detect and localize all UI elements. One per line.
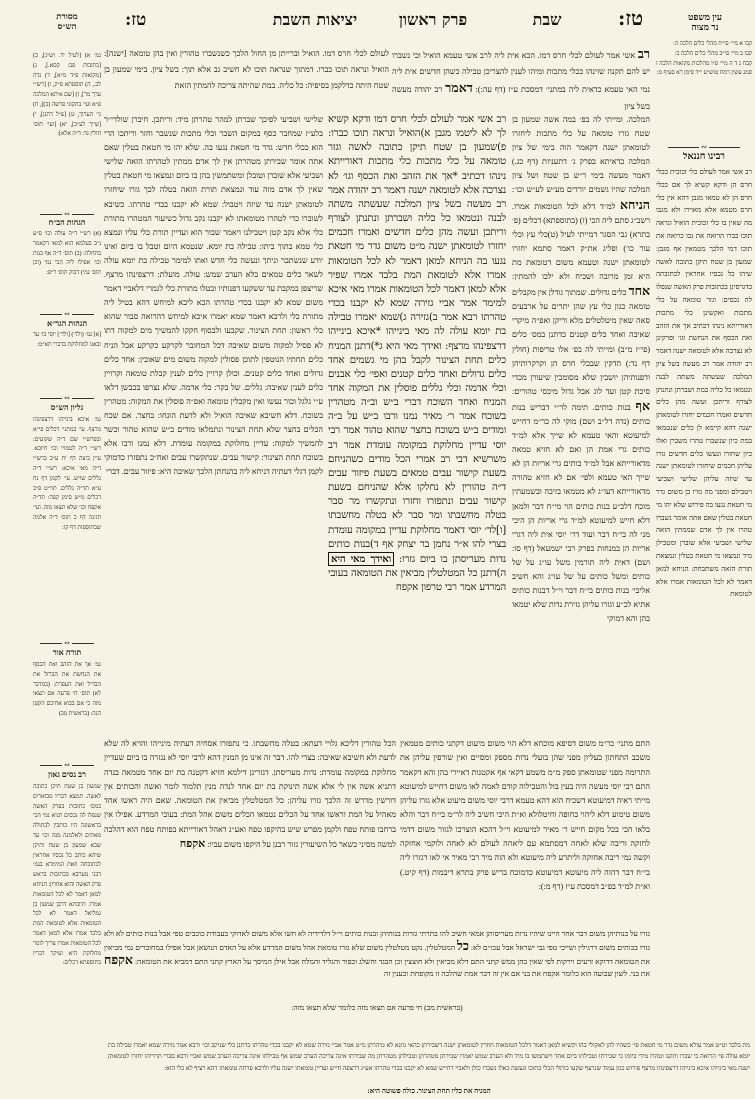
rav-nissim-gaon-title: רב נסים גאון <box>48 770 86 779</box>
ornament-divider: ∾ <box>668 144 740 151</box>
tosafot-bottom-band: התם מתני׳ כר״מ משום דסיפא מוכחא דלא הוי משום מיעוט דקתני כותים מטמאין משכב התחתון כעליון מפני שהן בועלי נדות מספק ומסיים ואין שורפין עליהן את התרומה מפני שטומאתן ספק מ״מ משמע דקאי אף אקטנות דאיירי בהן והא דקאמר התם רבי יוסי מעשה היה בעין בול והטבילוה קודם לאמה לאו משום דחייש למיעוטא מייתי ראיה דמיעוטא דשכיח הוא דהא טעמא דרבי יוסי משום מיעוט אלא גזרו עליהן משום טימוע דלא ליהוי כחופה וחיטלולא וא״ת היכי חשיב ליה לר״מ בי״ח דבר והלא בלאו הכי בכל מקום חייש ר׳ מאיר למיעוטא וי״ל דהכא הוצרכו לגזור משום דדמי לחזקה וריבה שלא לאחה דמסתמא עם ליאחה לעולם לא לאחה ולוקמי אחזקה וקשה נמי ריבה אחזקה וליתרע ליה מיעוטא ולא הוה מיד רבי מאיר אי לאו דגזרו ליה בי״ח דבר דהוה ליה מיעוטא דמיעוטא כדמוכח בריש פרק בתרא דיבמות (דף קיט.) וא״ת למ״ד בפ״ב דמסכת ע״ז (דף מ:): <box>400 739 650 891</box>
rashi-column: שלישי ושביעי לפיכך שברתן למהר טהרתן מיד: וריתכן. חיברן שולדי״ר בלע״ז שמחבר כסף במקום השבר וכלי מתכות שנשבר וחזר וריתכו הרי הוא ככלי חדש: גדר מי חטאת נגעו בה. שלא יהו מי חטאת בטלין שאם אתה אומר שבירתן מטהרתן אין לך אדם ממתין לטהרתו הזאה שלישי ושביעי אלא שוברן וטובלן ומשתמשין בהן בו ביום ונמצאו מי חטאת בטלין שאין לך אדם מזה עוד ונמצאת תורת הזאה בטלה לכך גזרו שיחזרו לטומאתן ישנה עד שיזה ויטבול: שמא לא יקבנו בכדי טהרתו. כשיבא לשוברו כדי לטהרו מטומאתו לא יקבנו נקב גדול כשיעור המטהרו מתורת כלי אלא נקב קטן ויטבילנו ויאמר שבור הוא ועדיין תורת כלי עליו ונמצא כלי טמא בתוך ביתו: טבילה בת יומא. שנטמא היום וטבל בו ביום ואינו יודע שנשתבר וניתך ונעשה כלי חדש ואתו למימר טבילה בת יומא עולה לשאר כלים טמאים בלא הערב שמש: עולה. מועלת: דרצפינהו מרצף. שריצפן במקבת עד ששקעו דפנותיו ובטלו מתורת כלי לגמרי דלאביי דאמר משום שמא לא יקבנו בכדי טהרתו הכא ליכא למיחש דהא בטיל ליה מתורת כלי ולרבא דאמר שמא יאמרו איכא למיחש דהרואה סבור שהוא כלי ראשון: תחת הצינור. שקבעו ולבסוף חקקו להמשיך מים למקוה דתו לא פסיל למקוה משום שאיבה דכל המחובר לקרקע כקרקע אבל הניח כלים תחתיו הנוטפין לתוכן פסולין למקוה משום מים שאובין: אחד כלים גדולים ואחד כלים קטנים. וכולן קרויין כלים לענין קבלת טומאה וקרויין כלים לענין שאיבה: גללים. של בקר: כלי אדמה. שלא נצרפו בכבשן דלאו ע״י גלגל וכור נעשו ואין מקבלין טומאה ואפ״ה פוסלין את המקוה: מטהרין בשוכח. דלא חשיבא שאיבה הואיל ולא לדעת הונחו: בחצר. אם שכח הכלים בחצר שלא תחת הצינור ונתמלאו מודים ב״ש שהוא טהור וכשר להמשיך למקוה: עדיין מחלוקת במקומה עומדת. דלא נמנו ורבו אלא בשוכח תחת הצינור: קישור עבים. שנתקשרו עבים ואח״כ נתפזרו כדמוקי לקמן דגלי דעתיה דניחא ליה בהנחתן הלכך שאיבה היא: פיזור עבים. דברי <box>104 115 323 477</box>
ein-mishpat-title <box>662 12 748 32</box>
hagahot-bach-title: הגהות הב״ח <box>48 218 86 227</box>
tosafot-full-width: גזרו על בנותיהן משום דבר אחר היינו שיהיו נדות מעריסותן אמאי חשיב להו בתרתי גזרות בנותיהן ובנות כותים וי״ל דלדידיה לא חשו אלא משום לאדוקי בעבודת כוכבים טפי אבל בנות כותים לא ולא גזרו בכותים משום דרגילין ושייכי טפי גבי ישראל אבל עכו״ם לא: כל המטלטלין. נקט מטלטלין משום שלא גזרו טומאת אהל משום המרדע אלא על האדם הנושאן אבל אפילו במחוברים נמי מביאין את הטומאה דדוקא זרעים וירקות לפי שאין בהן ממש קתני התם דלא מביאין ולא חוצצין וכן הבגד והשלג וכפור והגליד והמלח אבל אילן המיסך על הארץ קתני התם דמביא את הטומאה: אקפח את בני. לשון שבועה הוא כלומר אקפח את בני אם אין זה דבר אמת שהלכה זו מקופחת וכענין זה <box>104 929 650 978</box>
perek-number: פרק ראשון <box>398 10 468 29</box>
ein-mishpat-entry: קבח ג ד ה מיי׳ פ״ו מהלכות מקואות הלכה ו סמג עשין רמח טוש״ע י״ד סימן רא סעיף מ: <box>656 60 752 77</box>
daf-number-left: טז: <box>125 10 147 30</box>
ornament-divider: ∾ <box>40 211 94 218</box>
rashi-top-band: לעולם לכלי חרס דמו. הואיל וברייתן מן החול הלכך כשנשברו טהורין ואין בהן טומאה [ישנה]: הואיל ונראה תוכו כברו. דמתוך שנראה תוכו לא חשיב גב אלא תוך: בשל ציון. בימי שמעון בן שטח היתה כדלקמן בסיפיה: כל כליה. במת שהיתה צריכה להמתין הזאת <box>104 49 389 91</box>
tosafot-column: המלכה. ומייתי לה בפ׳ במה אשה שמעון בן שטח גזרו טומאה על כלי מתכות ליחזרו לטומאתן ישנה דקאמר הוה בימי של ציון המלכה כדאיתא בפרק ג׳ דתעניות (דף כג.) דאמר מעשה בימי ר״ש בן שטח ושל ציון המלכה שהיו גשמים יורדים מע״ש לע״ש וכו׳: הניחא למ״ד דלא לכל הטומאות אמרו. רשב״ג סתם ליה הכי (ז) (בתוספתא) דכלים (פ׳ בתרא) גבי הסגר דמייתי לעיל (ט)כלי עץ וכלי עור כו׳) ופליג את״ק דאמר סתמא יחזרו לטומאתן ישנה וטעמא משום דטומאת מת היא זמן מרובה ושכיח ולא ילכו להמתין: אחד כלים גדולים. שמתוך גודלן אין מקבלים טומאה כגון כלי עץ שהן יתרים על ארבעים סאה שאין מיטלטלים מלא וריקן ואפ״ה מיקרי שאיבה ואחד כלים קטנים כדתנן במס׳ כלים (פי״ז מ״ב) ומייתי לה בפ׳ אלו טריפות (חולין דף נד:) הדקין שבכלי חרס הן וקרקרותיהן ודפנותיהן יושבין שלא מסומכין שיעורן מכדי סיכת קטן ועד לוג אבל גדול מיכסי טהורים: אף בנות כותים. תימה לר״י דבריש בנות כותים (נדה דל״ב ושם) מוקי לה כר״מ דחייש למיעוטא והאי טעמא לא שייך אלא למ״ד כותים גרי אמת הן ואם לא חזיא טמאה מדאורייתא אבל למ״ד כותים גרי אריות הן לא שייך האי טעמא ולפי׳ אם לא חזיא טהורה מדאורייתא דעו״ג לא מטמאו בזיבה ובשמעתין מוכח דלכ״ע בנות כותים הוי מי״ח דבר ולמאן דלא חייש למיעוטא למ״ד גרי אריות הן היכי מני לה בי״ח דבר ועוד דר׳ יוסי אית ליה דגרי אריות הן במנחות בפרק רבי ישמעאל (דף סו: ושם) דאית ליה תורמין משל עו״ג על של כותים ומשל כותים על של עו״ג והא חשיב אליבי׳ בנות כותים בי״ח דבר וי״ל דבנות כותים אתיא לכ״ע וגזרו עליהן גזירת נדות שלא יטמאו בהן והא דמוקי <box>512 115 650 624</box>
ein-mishpat-title-line2: נר מצוה <box>691 22 719 32</box>
tosafot-final-line: (בראשית מב) חי פרעה אם תצאו מזה כלומר שלא תצאו מזה: <box>291 1003 463 1012</box>
hagahot-gra-title: הגהות הגר״א <box>46 319 88 328</box>
gemara-column: רב אשי אמר לעולם לכלי חרס דמו ודקא קשיא לך לא ליטמו מגבן א)הואיל ונראה תוכו כברו: פ)שמעון בן שטח תיקן כתובה לאשה וגזר טומאה על כלי מתכות כלי מתכות דאורייתא נינהו דכתיב *אך את הזהב ואת הכסף וגו׳ לא נצרכה אלא לטומאה ישנה דאמר רב יהודה אמר רב מעשה בשל ציון המלכה שעשתה משתה לבנה ונטמאו כל כליה ושברתן ונתנתן לצורף וריתכן ועשה מהן כלים חדשים ואמרו חכמים יחזרו לטומאתן ישנה מ״ט משום גדר מי חטאת נגעו בה הניחא למאן דאמר לא לכל הטומאות אמרו אלא לטומאת המת בלבד אמרו שפיר אלא למאן דאמר לכל הטומאות אמרו מאי איכא למימר אמר אביי גזירה שמא לא יקבנו בכדי טהרתו רבא אמר ב)גזירה ג)שמא יאמרו טבילה בת יומא עולה לה מאי בינייהו *איכא בינייהו דרצפינהו מרצף: ואידך מאי היא ג*)דתנן המניח כלים תחת הצינור לקבל בהן מי גשמים אחד כלים גדולים ואחד כלים קטנים ואפי׳ כלי אבנים וכלי אדמה וכלי גללים פוסלין את המקוה אחד המניח ואחד השוכח דברי ב״ש וב״ה מטהרין בשוכח אמר ר׳ מאיר נמנו ורבו ב״ש על ב״ה ומודים ב״ש בשוכח בחצר שהוא טהור אמר רבי יוסי עדיין מחלוקת במקומה עומדת אמר רב משרשיא דבי רב אמרי הכל מודים כשהניחם בשעת קישור עבים טמאים בשעת פיזור עבים ד״ה טהורין לא נחלקו אלא שהניחם בשעת קישור עבים ונתפזרו וחזרו ונתקשרו מר סבר בטלה מחשבתו ומר סבר לא בטלה מחשבתו [ו]לד׳ יוסי דאמר מחלוקת עדיין במקומה עומדת בצרי להו א״ר נחמן בר יצחק אף ד)בנות כותים נדות מעריסתן בו ביום גזרו: ואידך מאי היא ה)דתנן כל המטלטלין מביאין את הטומאה בעובי המרדע אמר רבי טרפון אקפח <box>328 114 506 594</box>
tosafot-top-band: רב אשי אמר לעולם לכלי חרס דמו. הכא אית ליה לרב אשי טעמא הואיל וכי נשברו יש להם תקנה שוינהו ככלי מתכות ומיהו לענין להצריכן טבילה כשהן חדשים אית ליה נמי האי טעמא כדאית ליה במתני׳ דמסכת ע״ז (דף עה:): דאמר רב יהודה מעשה בשל ציון <box>392 46 650 111</box>
gilyon-hashas-text: גמ׳ איכא בינייהו דרצפינהו מרצף. עי׳ במתני׳ דכלים פי״א ובפרש״י שם ד״ה שקועים: רש״י ד״ה לטמויי וכו׳ חיובא. עיין ביצה דף יח ע״ב ברש״י ד״ה מאי איכא: רש״י ד״ה גללים שויש. עי׳ לקמן דף נח ע״א תד״ה גללים. תוי״ט פ״ב דכלים מ״ש סימן קפה: תד״ה אקפח וכו׳ שלא תצאו מזה. ועי׳ חגיגה דף כ תוס׳ ד״ה אלמה שבתוספות דף קו: <box>33 417 101 531</box>
ornament-divider: ∾ <box>40 395 94 402</box>
rabbeinu-chananel-title: רבינו חננאל <box>683 152 725 162</box>
ein-mishpat-entry: קבז ב מיי׳ פי״ב מהל׳ כלים הלכה ב: <box>674 50 752 57</box>
ein-mishpat-entries <box>656 40 752 140</box>
masoret-text: גמ׳ א) [לעיל יד. וש״נ], ב) [כתובות פב: קסא.], ג) [מקואות פ״ד מ״א], ד) נדה לב., ה) תוספתא פ״ק, ו) [רש״י ערך מר], ז) [שם איתא המלכה פ״א ועי׳ בתקוני פרשה (ב)], ח) גי׳ הערוך, ט) [צ״ל דתנן], י) [שייך לע״ב], יא) [ועי׳ תוס׳ חולין נד: ד״ה אלא]: <box>33 53 101 138</box>
daf-number-right: טז: <box>618 6 644 30</box>
ornament-divider: ∾ <box>40 640 94 647</box>
torah-or-text: גמ׳ אך את הזהב ואת הכסף את הנחשת את הברזל את הבדיל ואת העפרת: (במדבר לא) תוס׳ חי פרעה אם תצאו מזה כי אם בבוא אחיכם הקטן הנה: (בראשית מב) <box>33 662 101 717</box>
rav-nissim-gaon-text: שמעון בן שטח תיקן כתובה לאשה. תמצא דבריו מבוארים במס׳ כתובות בפרק האשה שנפלו לה נכסים תניא נמי הכי בראשונה היו כותבין לבתולה מאתים ולאלמנה מנה וכו׳ עד שבא שמעון בן שטח ותיקן שיהא כותב כל נכסיו אחראין לכתובתה וזאת המימרא בגמ׳ דבני מערבא בכתובות בראש פרק האשה והוא אחרון: הניחא למאן דאמר לא לכל הטומאות אמרו. תיובתא דרבן שמעון בן גמליאל דאמר לא לכל הטומאות אלא לטומאת המת בלבד אמרו אלא למאן דאמר לכל הטומאות אמרו צריך לומר מחלוקת היא ועיקר דבריו בתוספתא דכלים: <box>33 784 101 967</box>
masechet-name: שבת <box>532 10 562 29</box>
ornament-divider: ∾ <box>40 762 94 769</box>
masoret-title <box>33 12 101 31</box>
ein-mishpat-entry: קבו א מיי׳ פי״ח מהל׳ כלים הלכה ה: <box>673 41 752 47</box>
rabbeinu-chananel-strip: מת בלבד וט״ט אמר עולא משום גדר מי חטאת פי׳ כשהיו להן לאקולי בהו וקשיא למאן דאמר דלכל הטומאות חוזרין לטומאתן ישנה דשבירתן כהאי גוונא לא טיהרתן מ״ט אמר אביי גזירה שמא לא יקבנו בכדי טהרתו כדתנן כלי שניקב וכו׳ ורבא אמר גזירה שמא יאמרו טבילה בת יומא עולה פי׳ הרואה כי שברו ותקנו וטהרו מידי ביומו כי שבירתו וטבילתו ביום אחד וישתמשו בו מיד ולא הערב שמש יאמרו שבירתן מטהרתן וטבילתן מטהרתן מה שבירתו אינה צריכה הערב שמש אף טבילתו אינה צריכה הערב שמש ואביי ורבא סברי תרוייהו יחזרו לטומאתן ישנה מאי בינייהו איכא בינייהו דרצפינהו מרצף פירוש כגון עמוד שנרצף שקעו כותלי הכלי בתוכו ונעשה כאלו נשברו כולן ולאביי דחייש שמא לא יקבנו בכדי טהרתו אע״ג דרצפה חייש ועדיין טומאתו ישנה עליו ולרבא פרחה טומאתו דהא רציף לא כלי הוא: <box>108 1042 750 1072</box>
rabbeinu-chananel-column: רב אשי אמר לעולם כלי זכוכית ככלי חרס הן ודקא קשיא לך אם ככלי חרס הן לא טמאו מגבן דהא אין כלי חרס מטמא אלא מאוירו ולא מגבו מה שאין בו כלי זכוכית הואיל ונראה תוכו כברו הרואה את גבו כרואה את תוכו דמי הלכך מטמאין אף מגבן: שמעון בן שטח תיקן כתובה לאשה שיהו כל נכסיו אחראין לכתובתה כדגרסינן בכתובות פרק האשה שנפלו לה נכסים: וגזר טומאה על כלי מתכות ואקשינן כלי מתכות דאורייתא נינהו דכתיב אך את הזהב ואת הכסף את הנחשת וגו׳ ופרקינן לא נצרכה אלא לטומאה ישנה דאמר רב יהודה אמר רב מעשה בשל ציון המלכה שעשתה משתה לבנה ונטמאו כל כליה במת ושברתן ונתנתן לצורף וריתכן ועשה מהן כלים חדשים ואמרו חכמים יחזרו לטומאתן ישנה דהא קיימא לן כלים שנטמאו במת כיון שנשברו טהרו משברן ואלו כיון שחזרו ונעשו כלים חדשים גזרו עליהן חכמים שיחזרו לטומאתן ישנה עד שיזה עליהן שלישי ושביעי ויטבילם ומפני מה גזרו כן משום גדר מי חטאת נגעו בה פירוש שלא יהו מי חטאת בטלין שאם אתה אומר נשברו טהרו אין לך אדם שממתין הזאה שלישי ושביעי אלא שוברן ומטבילן מיד ונמצאו מי חטאת בטלין ונמצאת תורת הזאה משתכחת: הניחא למאן דאמר לא לכל הטומאות אמרו אלא לטומאת <box>656 168 752 599</box>
masoret-title-line1: מסורת <box>56 12 78 21</box>
hagahot-gra-text: [א] גמ׳ (ולד׳) [ולר׳] יוסי כו׳ עד ובאנו למחלוקת בדברי תא״מ: <box>33 332 101 348</box>
rabbeinu-chananel-strip-end: המניח את כליו תחת הצינור. כולה פשוטה היא: <box>367 1087 491 1095</box>
hagahot-bach-text: (א) רש״י ד״ה עולה וכו׳ פ״ע נ״ב בעלמא הוא למאי דקאמר בתחלה: (ב) תוס׳ ד״ה אף בנות וכו׳ אפילו ליה הכי נמי (וכן תוס׳ נמי) דבוק תוס׳ ר״פ: <box>33 231 101 277</box>
ein-mishpat-title-line1: עין משפט <box>687 12 723 22</box>
masoret-title-line2: הש״ס <box>57 20 77 31</box>
chapter-name: יציאות השבת <box>272 10 358 29</box>
torah-or-title: תורה אור <box>52 648 82 657</box>
ornament-divider: ∾ <box>40 311 94 318</box>
gilyon-hashas-title: גליון הש״ס <box>50 403 84 412</box>
rashi-bottom-band: הכל טהורין דליכא גלויי דעתא: בטלה מחשבתו. כי נתפזרו אסחיה דעתיה מינייהו והויא לה שלא לדעת ולא חשיבא שאיבה: בצרי להו. דבר זה אינו מן המנין דהא לרבי יוסי לא נגזרה בו ביום שעדיין מחלוקת במקומה עומדת: נדות מעריסתן. דגזרינן דילמא חזיא דקטנה בת יום אחד מטמאה בנדה דתניא אשה אין לי אלא אשה תינוקת בת יום אחד לנדה מנין תלמוד לומר ואשה והכותים אין דורשין מדרש זה הלכך גזרו עליהן: כל המטלטלין מביאין את הטומאה. שאם היה ראשו אחד מאהיל על המת וראשו אחד על הכלים נטמאו הכלים משום אהל המת: בעובי המרדע. אפילו אין ברחבו פותח טפח ולקמן מפרש שיש בהיקפו טפח ואע״ג דאהל דאורייתא בפותח טפח הוא דהלכה למשה מסיני כשאר כל השיעורין גזור רבנן על היקפו משום עביו: אקפח <box>104 739 396 851</box>
